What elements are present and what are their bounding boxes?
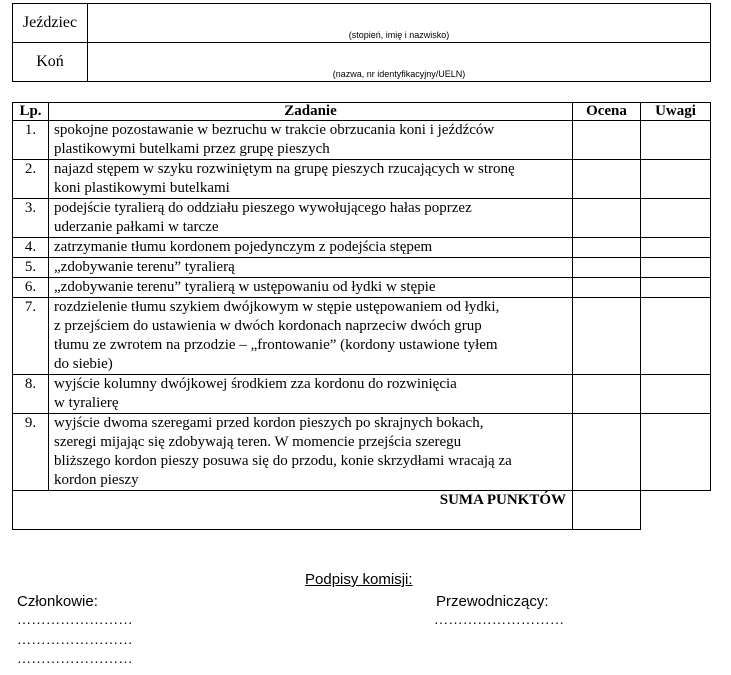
task-line: uderzanie pałkami w tarcze	[54, 219, 219, 235]
row-number: 5.	[13, 258, 49, 278]
horse-label: Koń	[13, 43, 88, 82]
table-row	[13, 278, 711, 298]
col-header-score: Ocena	[573, 103, 641, 121]
notes-cell[interactable]	[641, 238, 711, 258]
row-number: 8.	[13, 375, 49, 414]
chair-label: Przewodniczący:	[436, 593, 549, 610]
task-line: spokojne pozostawanie w bezruchu w trakcie obrzucania koni i jeźdźców	[54, 122, 495, 138]
task-line: do siebie)	[54, 356, 113, 372]
summary-label: SUMA PUNKTÓW	[13, 491, 573, 530]
notes-cell[interactable]	[641, 199, 711, 238]
row-number: 7.	[13, 298, 49, 375]
task-description	[49, 160, 573, 199]
notes-cell[interactable]	[641, 278, 711, 298]
col-header-notes: Uwagi	[641, 103, 711, 121]
score-cell[interactable]	[573, 414, 641, 491]
col-header-task: Zadanie	[49, 103, 573, 121]
table-row	[13, 121, 711, 160]
row-number: 9.	[13, 414, 49, 491]
table-row	[13, 238, 711, 258]
score-cell[interactable]	[573, 258, 641, 278]
task-line: bliższego kordon pieszy posuwa się do przodu, konie skrzydłami wracają za	[54, 453, 512, 469]
table-row	[13, 160, 711, 199]
member-signature-line-3[interactable]: ……………………	[17, 652, 133, 667]
tasks-table	[12, 102, 711, 530]
task-description	[49, 298, 573, 375]
rider-field[interactable]	[88, 4, 711, 43]
score-cell[interactable]	[573, 160, 641, 199]
task-line: zatrzymanie tłumu kordonem pojedynczym z podejścia stępem	[54, 239, 433, 255]
summary-row	[13, 491, 711, 530]
signatures-title: Podpisy komisji:	[305, 571, 413, 588]
task-line: koni plastikowymi butelkami	[54, 180, 230, 196]
notes-cell[interactable]	[641, 375, 711, 414]
score-cell[interactable]	[573, 238, 641, 258]
horse-hint: (nazwa, nr identyfikacyjny/UELN)	[332, 69, 466, 79]
task-description	[49, 375, 573, 414]
horse-field[interactable]	[88, 43, 711, 82]
score-cell[interactable]	[573, 199, 641, 238]
notes-cell[interactable]	[641, 298, 711, 375]
table-row	[13, 199, 711, 238]
summary-empty-cell	[641, 491, 711, 530]
table-header-row	[13, 103, 711, 121]
row-number: 6.	[13, 278, 49, 298]
chair-signature-line[interactable]: ………………………	[434, 613, 565, 628]
notes-cell[interactable]	[641, 160, 711, 199]
table-row	[13, 375, 711, 414]
member-signature-line-2[interactable]: ……………………	[17, 633, 133, 648]
rider-label: Jeździec	[13, 4, 88, 43]
notes-cell[interactable]	[641, 121, 711, 160]
task-description	[49, 278, 573, 298]
notes-cell[interactable]	[641, 414, 711, 491]
task-line: szeregi mijając się zdobywają teren. W momencie przejścia szeregu	[54, 434, 462, 450]
task-description	[49, 199, 573, 238]
task-line: najazd stępem w szyku rozwiniętym na grupę pieszych rzucających w stronę	[54, 161, 515, 177]
task-line: „zdobywanie terenu” tyralierą	[54, 259, 235, 275]
task-description	[49, 414, 573, 491]
table-row	[13, 258, 711, 278]
task-line: podejście tyralierą do oddziału pieszego wywołującego hałas poprzez	[54, 200, 472, 216]
task-line: wyjście kolumny dwójkowej środkiem zza kordonu do rozwinięcia	[54, 376, 457, 392]
task-description	[49, 258, 573, 278]
task-line: „zdobywanie terenu” tyralierą w ustępowaniu od łydki w stępie	[54, 279, 436, 295]
member-signature-line-1[interactable]: ……………………	[17, 613, 133, 628]
task-line: kordon pieszy	[54, 472, 139, 488]
task-line: plastikowymi butelkami przez grupę pieszych	[54, 141, 330, 157]
members-label: Członkowie:	[17, 593, 98, 610]
score-cell[interactable]	[573, 278, 641, 298]
rider-hint: (stopień, imię i nazwisko)	[348, 30, 450, 40]
task-line: tłumu ze zwrotem na przodzie – „frontowanie” (kordony ustawione tyłem	[54, 337, 498, 353]
row-number: 2.	[13, 160, 49, 199]
score-cell[interactable]	[573, 298, 641, 375]
notes-cell[interactable]	[641, 258, 711, 278]
rider-horse-box	[12, 3, 711, 82]
row-number: 4.	[13, 238, 49, 258]
row-number: 3.	[13, 199, 49, 238]
score-cell[interactable]	[573, 375, 641, 414]
task-description	[49, 121, 573, 160]
score-cell[interactable]	[573, 121, 641, 160]
table-row	[13, 414, 711, 491]
task-line: w tyralierę	[54, 395, 119, 411]
col-header-lp: Lp.	[13, 103, 49, 121]
table-row	[13, 298, 711, 375]
task-line: z przejściem do ustawienia w dwóch kordonach naprzeciw dwóch grup	[54, 318, 482, 334]
row-number: 1.	[13, 121, 49, 160]
task-line: wyjście dwoma szeregami przed kordon pieszych po skrajnych bokach,	[54, 415, 484, 431]
task-description	[49, 238, 573, 258]
summary-score-cell[interactable]	[573, 491, 641, 530]
task-line: rozdzielenie tłumu szykiem dwójkowym w stępie ustępowaniem od łydki,	[54, 299, 500, 315]
